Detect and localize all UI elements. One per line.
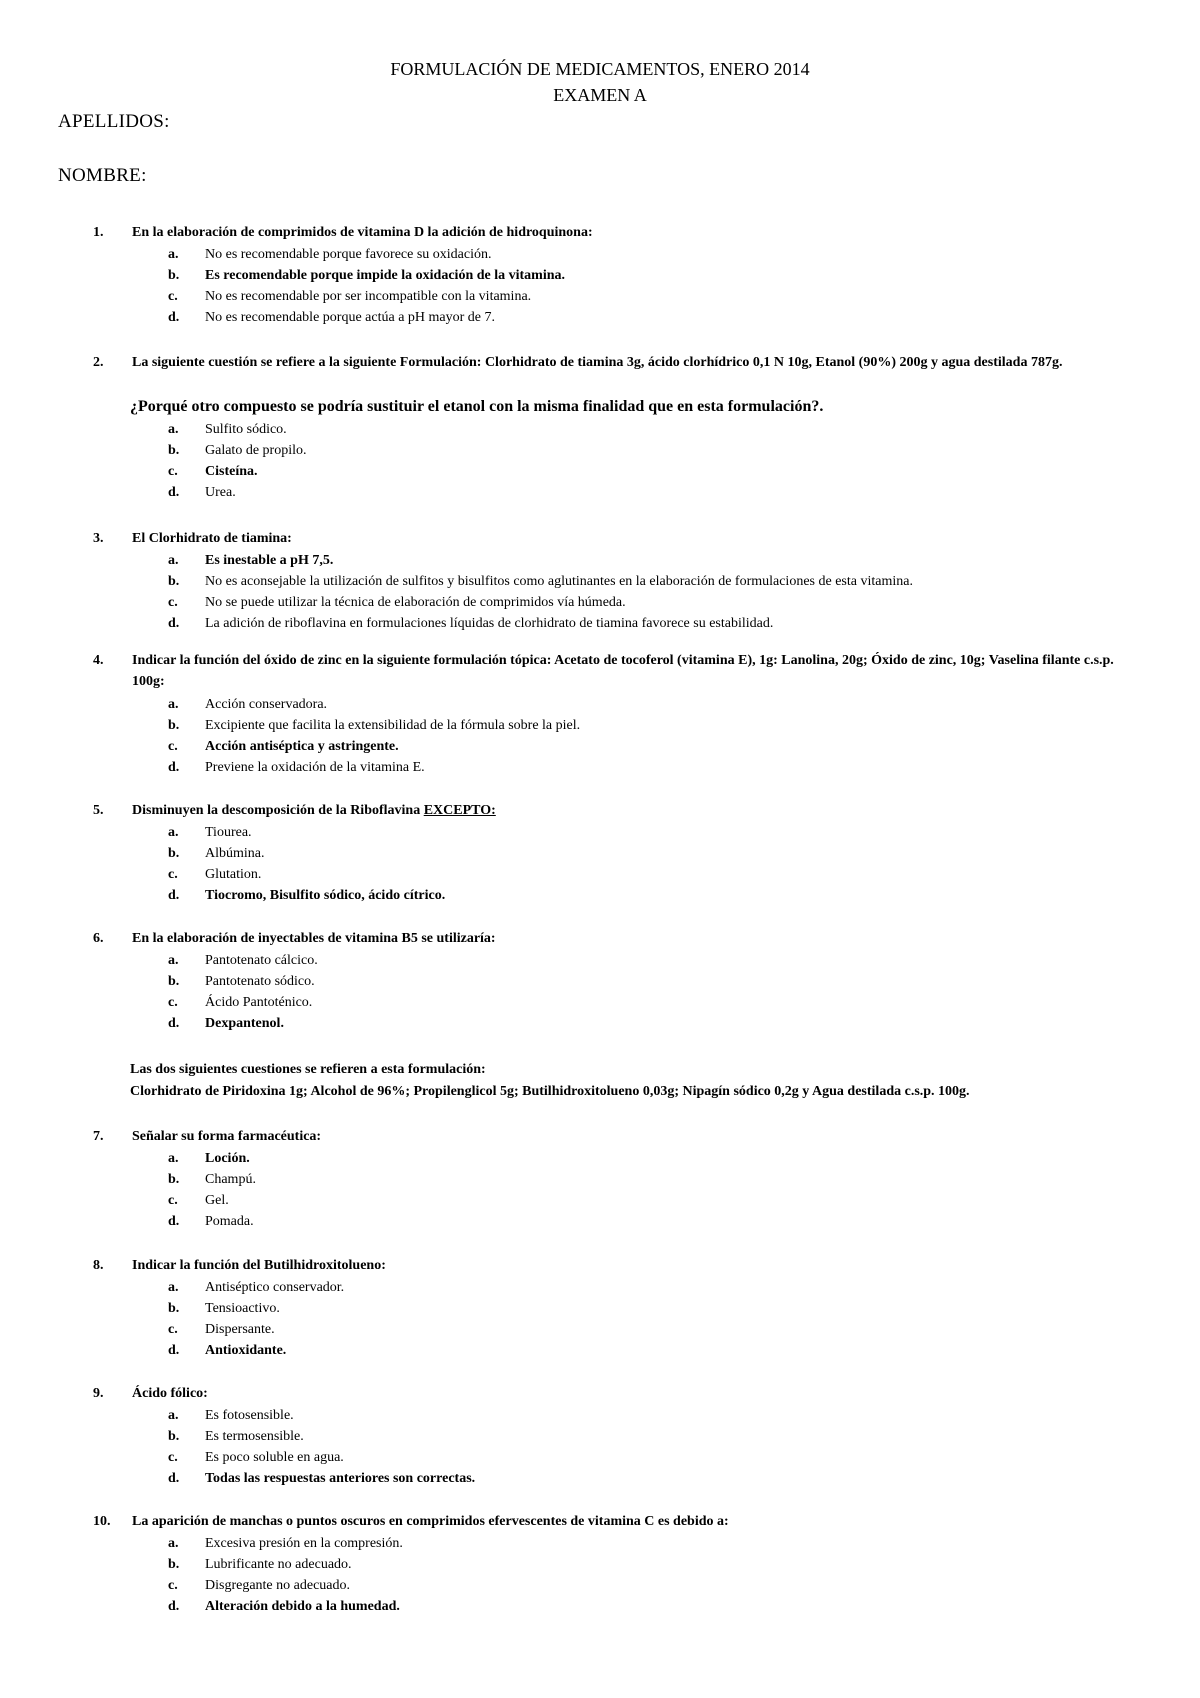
option-text: Antioxidante.	[205, 1343, 287, 1358]
answer-option	[0, 1298, 1200, 1319]
option-letter: c.	[168, 289, 178, 304]
option-letter: a.	[168, 697, 179, 712]
option-text: Cisteína.	[205, 464, 258, 479]
option-text: Acción antiséptica y astringente.	[205, 739, 399, 754]
option-text: Urea.	[205, 485, 236, 500]
option-letter: d.	[168, 1343, 180, 1358]
answer-option	[0, 461, 1200, 482]
option-letter: b.	[168, 1301, 180, 1316]
option-letter: b.	[168, 718, 180, 733]
question-number: 8.	[93, 1258, 104, 1273]
option-letter: c.	[168, 1578, 178, 1593]
answer-option	[0, 1447, 1200, 1468]
question-number: 2.	[93, 355, 104, 370]
option-text: Gel.	[205, 1193, 229, 1208]
option-letter: d.	[168, 616, 180, 631]
question-text-main: Ácido fólico:	[132, 1386, 208, 1401]
option-text: Antiséptico conservador.	[205, 1280, 345, 1295]
answer-option	[0, 864, 1200, 885]
formulation-note-line2: Clorhidrato de Piridoxina 1g; Alcohol de 96%; Propilenglicol 5g; Butilhidroxitolueno 0,03g; Nipagín sódico 0,2g y Agua destilada c.s.p. 100g.	[130, 1084, 970, 1099]
question-text	[132, 352, 1132, 373]
option-letter: d.	[168, 1471, 180, 1486]
option-letter: b.	[168, 974, 180, 989]
option-letter: b.	[168, 574, 180, 589]
answer-option	[0, 1468, 1200, 1489]
question-text-main: En la elaboración de comprimidos de vitamina D la adición de hidroquinona:	[132, 225, 593, 240]
question-text-main: La siguiente cuestión se refiere a la siguiente Formulación: Clorhidrato de tiamina 3g, ácido clorhídrico 0,1 N 10g, Etanol (90%) 200g y agua destilada 787g.	[132, 355, 1063, 370]
answer-option	[0, 757, 1200, 778]
option-text: Pantotenato sódico.	[205, 974, 315, 989]
apellidos-label: APELLIDOS:	[58, 111, 170, 132]
question-number: 9.	[93, 1386, 104, 1401]
answer-option	[0, 1533, 1200, 1554]
option-letter: a.	[168, 1536, 179, 1551]
question-text	[132, 1126, 1132, 1147]
option-text: Tiourea.	[205, 825, 252, 840]
option-letter: a.	[168, 1151, 179, 1166]
option-text: Champú.	[205, 1172, 256, 1187]
option-text: Excipiente que facilita la extensibilidad de la fórmula sobre la piel.	[205, 718, 581, 733]
answer-option	[0, 1575, 1200, 1596]
option-text: Todas las respuestas anteriores son correctas.	[205, 1471, 476, 1486]
answer-option	[0, 592, 1200, 613]
option-text: No es recomendable por ser incompatible con la vitamina.	[205, 289, 532, 304]
option-letter: c.	[168, 595, 178, 610]
option-letter: d.	[168, 1599, 180, 1614]
option-text: Pantotenato cálcico.	[205, 953, 318, 968]
answer-option	[0, 971, 1200, 992]
option-text: Es poco soluble en agua.	[205, 1450, 344, 1465]
formulation-note-line1: Las dos siguientes cuestiones se refieren a esta formulación:	[130, 1062, 486, 1077]
answer-option	[0, 1211, 1200, 1232]
answer-option	[0, 992, 1200, 1013]
question-number: 7.	[93, 1129, 104, 1144]
option-letter: b.	[168, 268, 180, 283]
answer-option	[0, 286, 1200, 307]
question-text	[132, 650, 1132, 692]
question-text	[132, 1255, 1132, 1276]
question-text	[132, 528, 1132, 549]
answer-option	[0, 1190, 1200, 1211]
option-text: Tiocromo, Bisulfito sódico, ácido cítrico.	[205, 888, 446, 903]
question-number: 10.	[93, 1514, 111, 1529]
answer-option	[0, 715, 1200, 736]
option-text: Sulfito sódico.	[205, 422, 287, 437]
option-text: Albúmina.	[205, 846, 265, 861]
answer-option	[0, 1340, 1200, 1361]
exam-title: FORMULACIÓN DE MEDICAMENTOS, ENERO 2014	[390, 59, 810, 79]
option-text: No es aconsejable la utilización de sulfitos y bisulfitos como aglutinantes en la elaboración de formulaciones de esta vitamina.	[205, 574, 913, 589]
option-text: Disgregante no adecuado.	[205, 1578, 350, 1593]
question-text	[132, 222, 1132, 243]
option-letter: c.	[168, 739, 178, 754]
option-text: Alteración debido a la humedad.	[205, 1599, 400, 1614]
answer-option	[0, 1013, 1200, 1034]
option-letter: b.	[168, 1172, 180, 1187]
option-letter: a.	[168, 1280, 179, 1295]
option-letter: a.	[168, 553, 179, 568]
option-text: Loción.	[205, 1151, 250, 1166]
question-text-main: La aparición de manchas o puntos oscuros en comprimidos efervescentes de vitamina C es debido a:	[132, 1514, 729, 1529]
answer-option	[0, 550, 1200, 571]
question-text-main: Indicar la función del Butilhidroxitolueno:	[132, 1258, 386, 1273]
option-letter: d.	[168, 760, 180, 775]
option-letter: c.	[168, 1322, 178, 1337]
answer-option	[0, 307, 1200, 328]
answer-option	[0, 482, 1200, 503]
answer-option	[0, 1169, 1200, 1190]
option-text: Galato de propilo.	[205, 443, 307, 458]
option-text: Ácido Pantoténico.	[205, 995, 313, 1010]
question-number: 4.	[93, 653, 104, 668]
option-letter: c.	[168, 1193, 178, 1208]
question-text-main: El Clorhidrato de tiamina:	[132, 531, 292, 546]
option-letter: a.	[168, 247, 179, 262]
option-text: La adición de riboflavina en formulaciones líquidas de clorhidrato de tiamina favorece su estabilidad.	[205, 616, 774, 631]
option-text: No se puede utilizar la técnica de elaboración de comprimidos vía húmeda.	[205, 595, 626, 610]
question-text-main: Señalar su forma farmacéutica:	[132, 1129, 322, 1144]
question-text	[132, 1383, 1132, 1404]
option-text: Previene la oxidación de la vitamina E.	[205, 760, 425, 775]
option-letter: b.	[168, 846, 180, 861]
answer-option	[0, 1405, 1200, 1426]
answer-option	[0, 950, 1200, 971]
answer-option	[0, 1148, 1200, 1169]
option-letter: d.	[168, 485, 180, 500]
option-letter: a.	[168, 422, 179, 437]
option-text: Es inestable a pH 7,5.	[205, 553, 334, 568]
answer-option	[0, 822, 1200, 843]
answer-option	[0, 1596, 1200, 1617]
answer-option	[0, 419, 1200, 440]
question-subtext: ¿Porqué otro compuesto se podría sustituir el etanol con la misma finalidad que en esta formulación?.	[130, 398, 824, 415]
nombre-label: NOMBRE:	[58, 165, 147, 186]
answer-option	[0, 843, 1200, 864]
question-text-underlined: EXCEPTO:	[423, 803, 496, 818]
answer-option	[0, 736, 1200, 757]
question-number: 5.	[93, 803, 104, 818]
question-text-main: Disminuyen la descomposición de la Riboflavina	[132, 803, 421, 818]
option-text: No es recomendable porque actúa a pH mayor de 7.	[205, 310, 495, 325]
option-letter: d.	[168, 888, 180, 903]
option-text: Glutation.	[205, 867, 262, 882]
question-number: 1.	[93, 225, 104, 240]
exam-subtitle: EXAMEN A	[553, 85, 647, 105]
option-text: Es termosensible.	[205, 1429, 304, 1444]
question-text	[132, 1511, 1132, 1532]
option-text: Tensioactivo.	[205, 1301, 280, 1316]
option-letter: d.	[168, 1016, 180, 1031]
question-text	[132, 800, 1132, 821]
answer-option	[0, 613, 1200, 634]
option-letter: b.	[168, 443, 180, 458]
answer-option	[0, 265, 1200, 286]
question-text-main: En la elaboración de inyectables de vitamina B5 se utilizaría:	[132, 931, 496, 946]
answer-option	[0, 694, 1200, 715]
option-text: Lubrificante no adecuado.	[205, 1557, 352, 1572]
option-letter: c.	[168, 1450, 178, 1465]
answer-option	[0, 244, 1200, 265]
option-letter: c.	[168, 464, 178, 479]
option-letter: b.	[168, 1429, 180, 1444]
answer-option	[0, 885, 1200, 906]
option-text: Dexpantenol.	[205, 1016, 284, 1031]
question-text	[132, 928, 1132, 949]
option-text: No es recomendable porque favorece su oxidación.	[205, 247, 492, 262]
option-text: Excesiva presión en la compresión.	[205, 1536, 403, 1551]
answer-option	[0, 571, 1200, 592]
option-letter: a.	[168, 1408, 179, 1423]
question-number: 6.	[93, 931, 104, 946]
answer-option	[0, 1277, 1200, 1298]
option-text: Es recomendable porque impide la oxidación de la vitamina.	[205, 268, 566, 283]
answer-option	[0, 1426, 1200, 1447]
option-text: Pomada.	[205, 1214, 254, 1229]
option-letter: a.	[168, 953, 179, 968]
option-text: Es fotosensible.	[205, 1408, 294, 1423]
option-letter: a.	[168, 825, 179, 840]
option-text: Dispersante.	[205, 1322, 275, 1337]
option-letter: b.	[168, 1557, 180, 1572]
option-text: Acción conservadora.	[205, 697, 328, 712]
question-number: 3.	[93, 531, 104, 546]
question-text-main: Indicar la función del óxido de zinc en la siguiente formulación tópica: Acetato de tocoferol (vitamina E), 1g: Lanolina, 20g; Óxido de zinc, 10g; Vaselina filante c.s.p. 100g:	[132, 653, 1114, 689]
option-letter: d.	[168, 310, 180, 325]
option-letter: c.	[168, 995, 178, 1010]
answer-option	[0, 1319, 1200, 1340]
option-letter: d.	[168, 1214, 180, 1229]
answer-option	[0, 440, 1200, 461]
answer-option	[0, 1554, 1200, 1575]
option-letter: c.	[168, 867, 178, 882]
